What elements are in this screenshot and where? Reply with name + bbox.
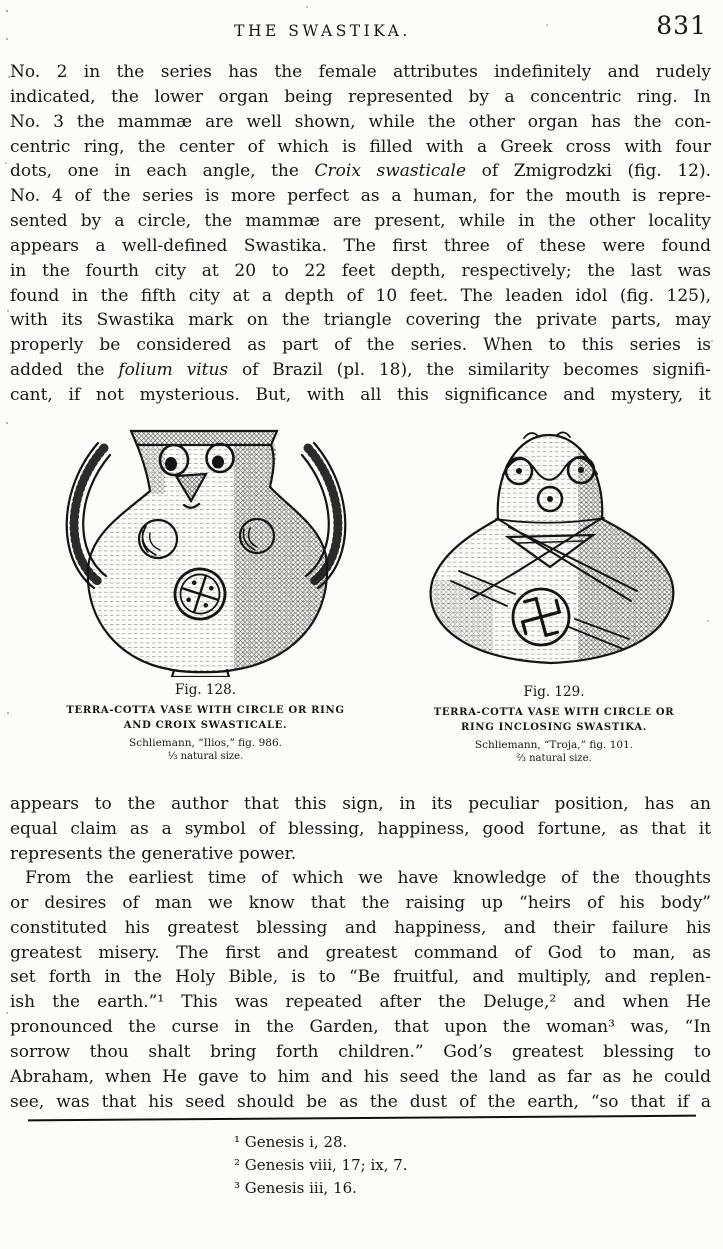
text-line: TERRA-COTTA VASE WITH CIRCLE OR RING xyxy=(66,705,345,716)
text-line: No. 3 the mammæ are well shown, while the other organ has the con- xyxy=(10,111,711,132)
text-line: RING INCLOSING SWASTIKA. xyxy=(461,722,647,733)
text-line: indicated, the lower organ being represented by a concentric ring. In xyxy=(10,86,711,107)
running-head: THE SWASTIKA. xyxy=(234,22,411,40)
text-line: equal claim as a symbol of blessing, happiness, good fortune, as that it xyxy=(10,818,711,839)
text-line: added the folium vitus of Brazil (pl. 18), the similarity becomes signifi- xyxy=(10,360,711,381)
figures-row xyxy=(38,429,685,764)
footnotes xyxy=(234,1131,408,1199)
figure-129 xyxy=(423,429,685,764)
text-line: sorrow thou shalt bring forth children.” God’s greatest blessing to xyxy=(10,1041,711,1062)
paragraph-1 xyxy=(10,60,711,408)
text-line: ¹ Genesis i, 28. xyxy=(234,1133,348,1151)
figure-128 xyxy=(38,429,373,764)
fig-129-vase-illustration xyxy=(423,431,685,669)
figure-caption xyxy=(38,703,373,733)
text-line: constituted his greatest blessing and happiness, and their failure his xyxy=(10,917,711,938)
text-line: with its Swastika mark on the triangle covering the private parts, may xyxy=(10,310,711,331)
text-line: cant, if not mysterious. But, with all this significance and mystery, it xyxy=(10,384,711,405)
page-number: 831 xyxy=(656,11,707,40)
text-line: set forth in the Holy Bible, is to “Be fruitful, and multiply, and replen- xyxy=(10,967,711,988)
text-line: No. 2 in the series has the female attributes indefinitely and rudely xyxy=(10,62,711,82)
text-line: centric ring, the center of which is filled with a Greek cross with four xyxy=(10,136,711,157)
text-line: found in the fifth city at a depth of 10 feet. The leaden idol (fig. 125), xyxy=(10,285,711,306)
figure-source: Schliemann, “Troja,” fig. 101. xyxy=(474,739,634,751)
text-line: AND CROIX SWASTICALE. xyxy=(123,720,288,731)
text-line: greatest misery. The first and greatest command of God to man, as xyxy=(10,942,711,963)
footnote-rule xyxy=(28,1115,696,1122)
text-line: Abraham, when He gave to him and his seed the land as far as he could xyxy=(10,1066,711,1087)
figure-source: Schliemann, “Ilios,” fig. 986. xyxy=(129,737,282,749)
text-line: dots, one in each angle, the Croix swasticale of Zmigrodzki (fig. 12). xyxy=(10,161,711,182)
text-line: TERRA-COTTA VASE WITH CIRCLE OR xyxy=(433,707,675,718)
text-line: No. 4 of the series is more perfect as a human, for the mouth is repre- xyxy=(10,186,711,207)
figure-caption xyxy=(423,705,685,735)
text-line: properly be considered as part of the series. When to this series is xyxy=(10,335,711,356)
text-line: represents the generative power. xyxy=(10,843,297,864)
text-line: pronounced the curse in the Garden, that upon the woman³ was, “In xyxy=(10,1017,711,1038)
text-line: sented by a circle, the mammæ are present, while in the other locality xyxy=(10,211,711,232)
text-line: ² Genesis viii, 17; ix, 7. xyxy=(234,1155,408,1174)
paragraph-3 xyxy=(10,866,711,1114)
text-line: or desires of man we know that the raising up “heirs of his body” xyxy=(10,892,711,913)
text-line: in the fourth city at 20 to 22 feet depth, respectively; the last was xyxy=(10,260,711,281)
text-line: From the earliest time of which we have knowledge of the thoughts xyxy=(25,868,711,888)
fig-128-vase-illustration xyxy=(38,429,373,677)
text-line: appears to the author that this sign, in its peculiar position, has an xyxy=(10,794,711,814)
paragraph-2 xyxy=(10,792,711,867)
figure-scale: ⅔ natural size. xyxy=(516,753,592,764)
figure-label: Fig. 128. xyxy=(175,682,236,698)
figure-label: Fig. 129. xyxy=(523,684,585,700)
figure-scale: ⅓ natural size. xyxy=(167,751,244,762)
text-line: appears a well-defined Swastika. The first three of these were found xyxy=(10,235,711,256)
text-line: ³ Genesis iii, 16. xyxy=(234,1178,357,1197)
text-line: ish the earth.”¹ This was repeated after the Deluge,² and when He xyxy=(10,992,711,1013)
text-line: see, was that his seed should be as the dust of the earth, “so that if a xyxy=(10,1091,711,1112)
